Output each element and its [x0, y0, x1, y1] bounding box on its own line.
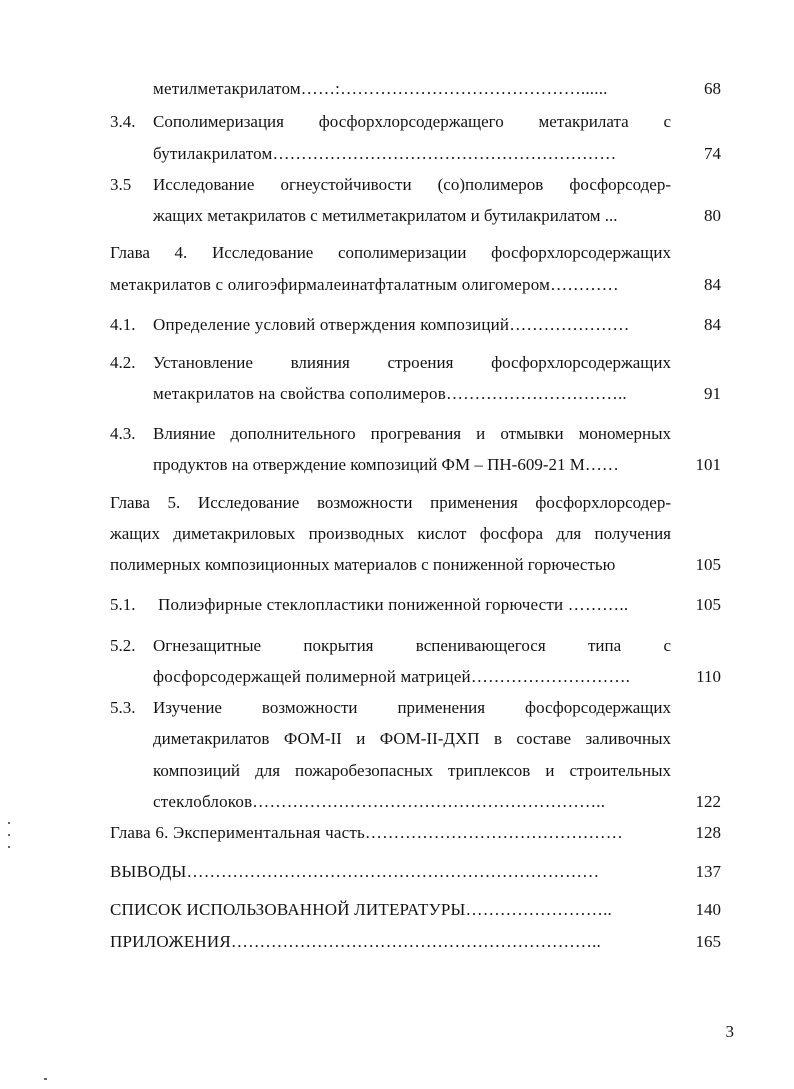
- toc-page-number: 91: [704, 384, 721, 403]
- toc-page-number: 68: [704, 79, 721, 98]
- toc-entry-5-2-title-cont: фосфорсодержащей полимерной матрицей……………………….: [153, 667, 631, 686]
- toc-page-number: 137: [695, 862, 721, 881]
- toc-section-number: 4.1.: [110, 315, 136, 334]
- toc-entry-3-4-title-cont: бутилакрилатом……………………………………………………: [153, 144, 617, 163]
- toc-entry-4-1-title: Определение условий отверждения композиций…………………: [153, 315, 630, 334]
- toc-conclusions: ВЫВОДЫ………………………………………………………………: [110, 862, 600, 881]
- toc-chapter-4-title-cont: метакрилатов с олигоэфирмалеинатфталатным олигомером…………: [110, 275, 619, 294]
- toc-entry-3-5-title-cont: жащих метакрилатов с метилметакрилатом и бутилакрилатом ...: [153, 206, 618, 225]
- toc-page-number: 122: [695, 792, 721, 811]
- toc-section-number: 3.4.: [110, 112, 136, 131]
- toc-chapter-5-title-cont: полимерных композиционных материалов с пониженной горючестью: [110, 555, 616, 574]
- toc-chapter-4-title: Глава 4. Исследование сополимеризации фосфорхлорсодержащих: [110, 243, 671, 262]
- toc-section-number: 5.2.: [110, 636, 136, 655]
- toc-entry-5-3-title-cont: диметакрилатов ФОМ-II и ФОМ-II-ДХП в составе заливочных: [153, 729, 671, 748]
- toc-section-number: 3.5: [110, 175, 132, 194]
- toc-entry-4-2-title-cont: метакрилатов на свойства сополимеров…………………………..: [153, 384, 627, 403]
- toc-page-number: 74: [704, 144, 721, 163]
- toc-entry-4-3-title: Влияние дополнительного прогревания и отмывки мономерных: [153, 424, 671, 443]
- toc-entry-3-3-continuation: метилметакрилатом……:……………………………………......: [153, 79, 608, 98]
- toc-page-number: 110: [696, 667, 721, 686]
- toc-entry-5-3-title: Изучение возможности применения фосфорсодержащих: [153, 698, 671, 717]
- toc-page-number: 140: [695, 900, 721, 919]
- toc-entry-4-2-title: Установление влияния строения фосфорхлорсодержащих: [153, 353, 671, 372]
- toc-section-number: 5.1.: [110, 595, 136, 614]
- toc-page-number: 84: [704, 315, 721, 334]
- toc-references: СПИСОК ИСПОЛЬЗОВАННОЙ ЛИТЕРАТУРЫ……………………..: [110, 900, 612, 919]
- toc-chapter-5-title-cont: жащих диметакриловых производных кислот фосфора для получения: [110, 524, 671, 543]
- toc-page-number: 105: [695, 595, 721, 614]
- toc-section-number: 4.3.: [110, 424, 136, 443]
- scan-speck: [8, 834, 10, 836]
- toc-page-number: 128: [695, 823, 721, 842]
- toc-entry-4-3-title-cont: продуктов на отверждение композиций ФМ – ПН-609-21 М……: [153, 455, 619, 474]
- toc-chapter-6-title: Глава 6. Экспериментальная часть………………………………………: [110, 823, 623, 842]
- page-number: 3: [725, 1022, 734, 1041]
- toc-page-number: 105: [695, 555, 721, 574]
- scan-speck: [8, 846, 10, 848]
- scan-speck: [44, 1078, 47, 1080]
- toc-appendices: ПРИЛОЖЕНИЯ………………………………………………………..: [110, 932, 602, 951]
- toc-page-number: 165: [695, 932, 721, 951]
- toc-entry-3-4-title: Сополимеризация фосфорхлорсодержащего метакрилата с: [153, 112, 671, 131]
- toc-entry-5-2-title: Огнезащитные покрытия вспенивающегося типа с: [153, 636, 671, 655]
- toc-section-number: 4.2.: [110, 353, 136, 372]
- toc-entry-5-3-title-cont: композиций для пожаробезопасных триплексов и строительных: [153, 761, 671, 780]
- toc-section-number: 5.3.: [110, 698, 136, 717]
- scan-speck: [8, 822, 10, 824]
- toc-chapter-5-title: Глава 5. Исследование возможности применения фосфорхлорсодер-: [110, 493, 671, 512]
- toc-entry-5-3-title-cont: стеклоблоков……………………………………………………..: [153, 792, 606, 811]
- toc-page-number: 80: [704, 206, 721, 225]
- toc-page-number: 84: [704, 275, 721, 294]
- toc-entry-5-1-title: Полиэфирные стеклопластики пониженной горючести ………..: [158, 595, 629, 614]
- toc-entry-3-5-title: Исследование огнеустойчивости (со)полимеров фосфорсодер-: [153, 175, 671, 194]
- toc-page-number: 101: [695, 455, 721, 474]
